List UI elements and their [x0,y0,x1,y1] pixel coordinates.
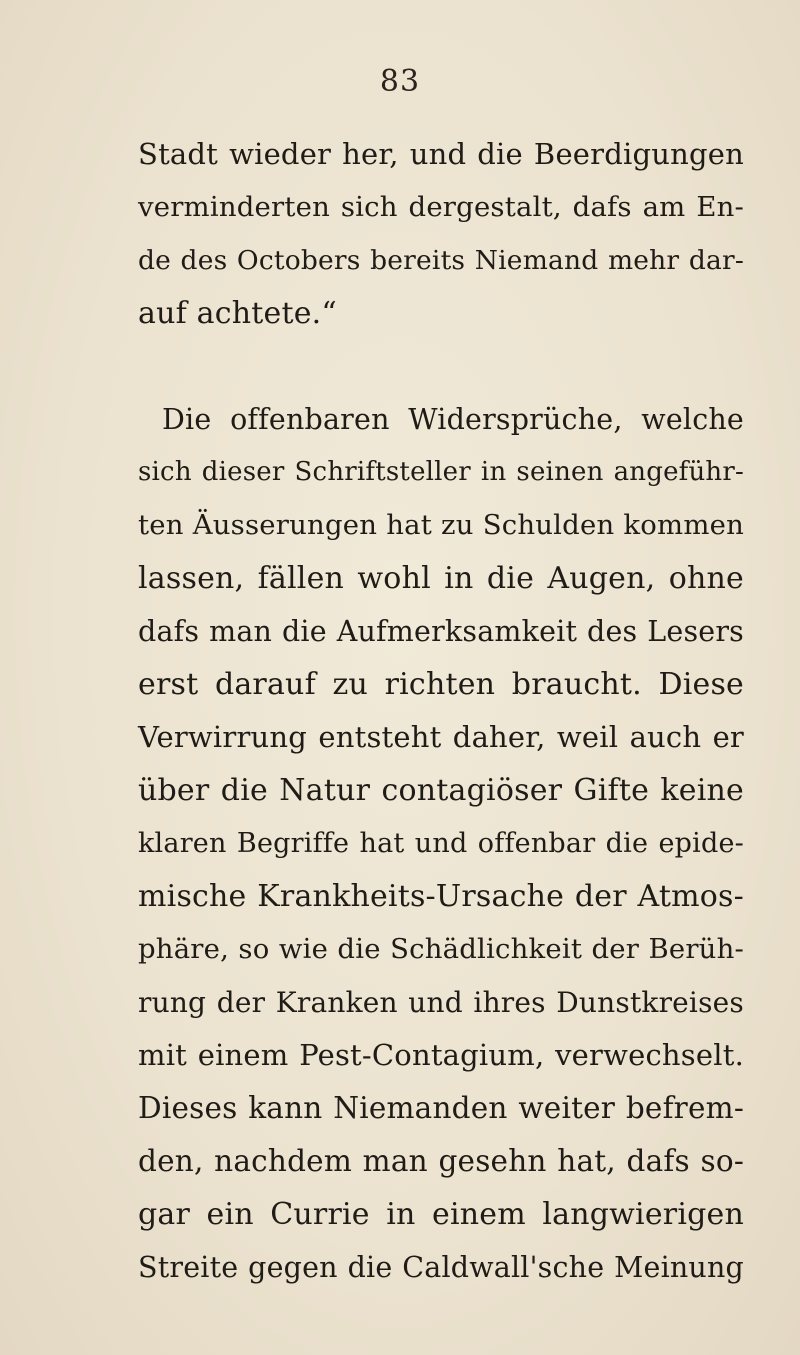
text-line: de des Octobers bereits Niemand mehr dar- [138,245,744,276]
body-text [138,128,744,1294]
text-line: dafs man die Aufmerksamkeit des Lesers [138,615,744,648]
text-line: Dieses kann Niemanden weiter befrem- [138,1091,744,1125]
paragraph-gap [138,340,744,393]
text-line: klaren Begriffe hat und offenbar die epide- [138,828,744,859]
text-line: den, nachdem man gesehn hat, dafs so- [138,1144,744,1178]
text-line: Stadt wieder her, und die Beerdigungen [138,137,744,171]
page-number: 83 [379,64,421,99]
text-line: über die Natur contagiöser Gifte keine [138,773,744,808]
text-line: mische Krankheits-Ursache der Atmos- [138,879,744,914]
text-line: Die offenbaren Widersprüche, welche [162,403,744,436]
text-line: Verwirrung entsteht daher, weil auch er [138,720,744,754]
paragraph-1 [138,128,744,340]
text-line: gar ein Currie in einem langwierigen [138,1197,744,1232]
text-line: verminderten sich dergestalt, dafs am En- [138,191,744,223]
text-line: erst darauf zu richten braucht. Diese [138,667,744,702]
text-line: phäre, so wie die Schädlichkeit der Berüh- [138,933,744,965]
paragraph-2 [138,393,744,1294]
text-line: mit einem Pest-Contagium, verwechselt. [138,1038,744,1072]
text-line: auf achtete.“ [138,296,337,331]
text-line: rung der Kranken und ihres Dunstkreises [138,986,744,1019]
text-line: Streite gegen die Caldwall'sche Meinung [138,1251,744,1284]
text-line: ten Äusserungen hat zu Schulden kommen [138,509,744,541]
text-line: lassen, fällen wohl in die Augen, ohne [138,561,744,596]
text-line: sich dieser Schriftsteller in seinen angeführ- [138,457,744,487]
